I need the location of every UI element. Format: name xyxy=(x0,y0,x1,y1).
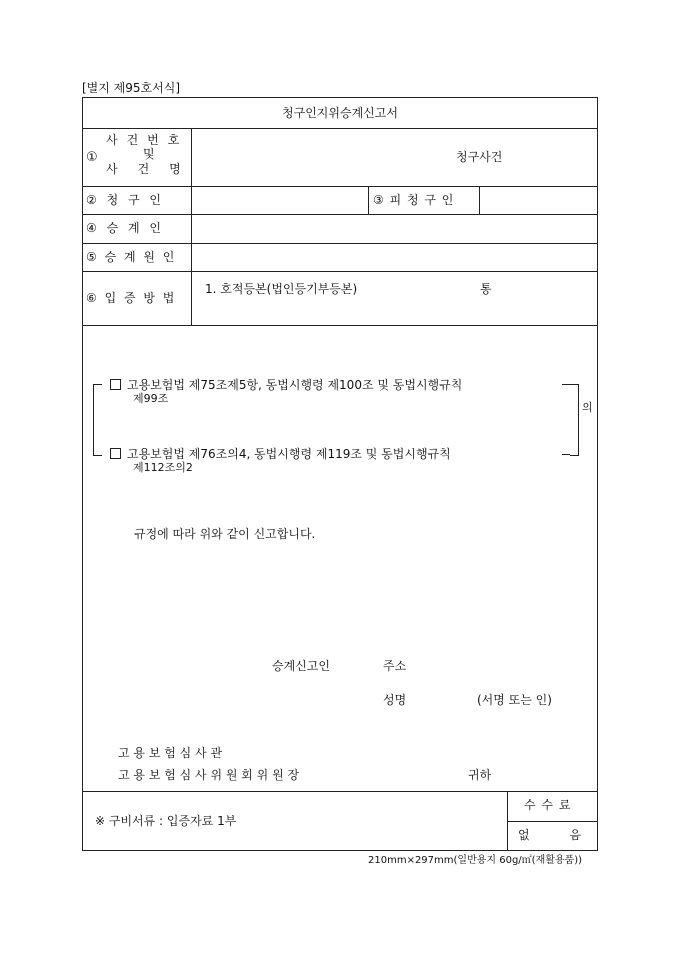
evidence-item: 1. 호적등본(법인등기부등본) xyxy=(205,282,358,296)
evidence-label: ⑥ 입 증 방 법 xyxy=(86,291,177,305)
right-bracket xyxy=(570,384,579,456)
cause-field[interactable] xyxy=(192,244,597,271)
recipient-examiner: 고 용 보 험 심 사 관 xyxy=(118,746,223,760)
claimant-label: ② 청 구 인 xyxy=(86,193,164,207)
address-label: 주소 xyxy=(383,659,407,673)
successor-label: ④ 승 계 인 xyxy=(86,221,164,235)
case-circle: ① xyxy=(86,150,98,165)
option1-line2: 제99조 xyxy=(133,392,169,405)
case-label-line2: 및 xyxy=(143,147,155,161)
successor-field[interactable] xyxy=(192,215,597,243)
recipient-committee: 고 용 보 험 심 사 위 원 회 위 원 장 xyxy=(118,768,300,782)
claimant-field[interactable] xyxy=(192,187,368,214)
name-label: 성명 xyxy=(383,693,407,707)
respondent-label: ③ 피 청 구 인 xyxy=(373,193,455,207)
honorific: 귀하 xyxy=(468,768,492,782)
form-title: 청구인지위승계신고서 xyxy=(282,106,398,120)
bracket-suffix: 의 xyxy=(582,401,593,414)
option2[interactable] xyxy=(110,448,451,460)
attachments: ※ 구비서류 : 입증자료 1부 xyxy=(95,814,237,828)
option2-checkbox[interactable] xyxy=(110,448,121,459)
form-number: [별지 제95호서식] xyxy=(82,81,180,95)
option1-checkbox[interactable] xyxy=(110,379,121,390)
fee-value: 없 음 xyxy=(518,828,599,842)
case-label-line1: 사건번호 xyxy=(106,133,189,147)
option1[interactable] xyxy=(110,379,462,391)
option2-text: 고용보험법 제76조의4, 동법시행령 제119조 및 동법시행규칙 xyxy=(127,447,451,461)
left-bracket xyxy=(93,384,102,456)
paper-spec: 210mm×297mm(일반용지 60g/㎡(재활용품)) xyxy=(368,855,583,866)
statement: 규정에 따라 위와 같이 신고합니다. xyxy=(134,527,316,541)
option2-line2: 제112조의2 xyxy=(133,461,193,474)
case-value: 청구사건 xyxy=(456,150,503,164)
case-label-line3: 사건명 xyxy=(106,162,201,176)
option1-text: 고용보험법 제75조제5항, 동법시행령 제100조 및 동법시행규칙 xyxy=(127,378,463,392)
respondent-field[interactable] xyxy=(480,187,597,214)
fee-label: 수 수 료 xyxy=(524,798,572,812)
reporter-label: 승계신고인 xyxy=(272,659,330,673)
evidence-unit: 통 xyxy=(480,282,492,296)
cause-label: ⑤ 승 계 원 인 xyxy=(86,250,177,264)
signature-label: (서명 또는 인) xyxy=(477,693,552,707)
